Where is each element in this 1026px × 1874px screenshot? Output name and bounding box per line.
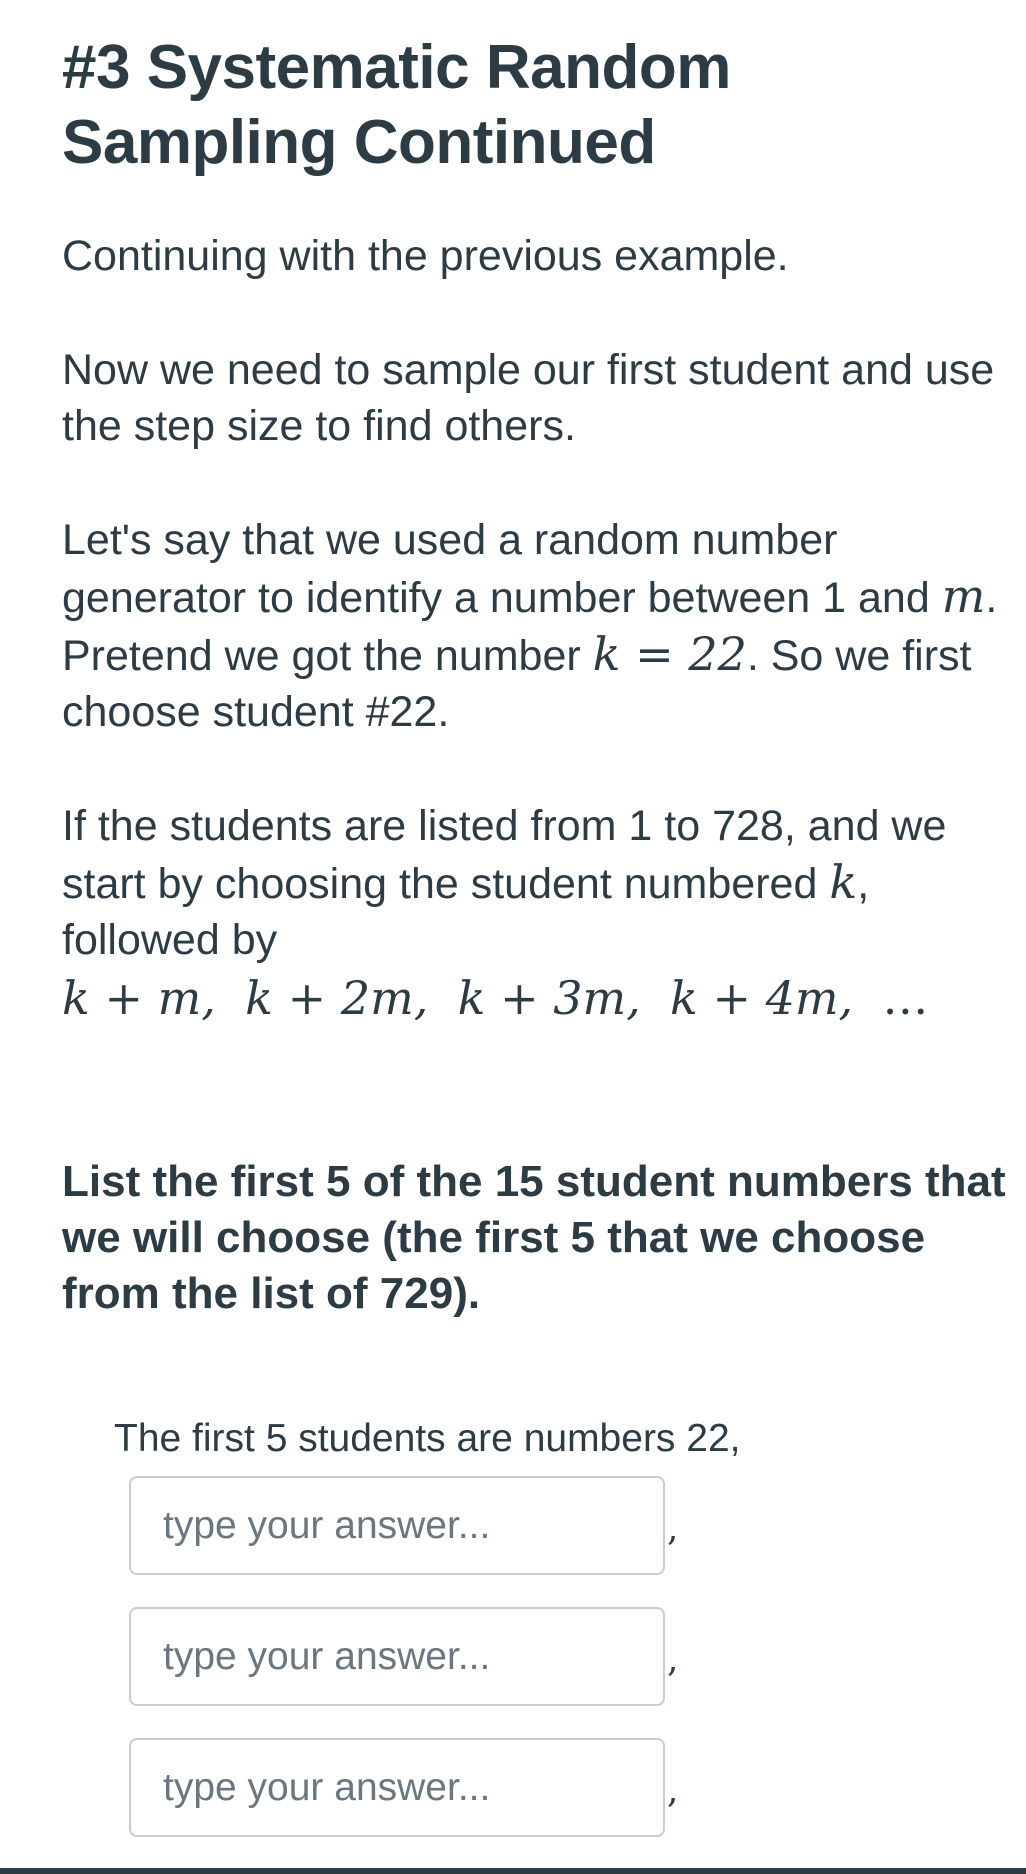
intro-paragraph: Continuing with the previous example. <box>62 232 789 280</box>
math-k-list: k <box>829 855 858 909</box>
random-text-b: . Pretend we got the number <box>62 574 998 680</box>
answer-input-1[interactable] <box>129 1476 665 1575</box>
answer-row <box>129 1607 1012 1706</box>
answer-intro: The first 5 students are numbers 22, <box>114 1417 741 1460</box>
page-title: #3 Systematic Random Sampling Continued <box>62 33 731 177</box>
list-text-a: If the students are listed from 1 to 728, and we start by choosing the student numbered <box>62 802 947 908</box>
answer-row <box>129 1738 1012 1837</box>
answer-input-2[interactable] <box>129 1607 665 1706</box>
answer-input-3[interactable] <box>129 1738 665 1837</box>
sequence-ellipsis: … <box>882 971 929 1025</box>
question-prompt: List the first 5 of the 15 student numbers that we will choose (the first 5 that we choose from the list of 729). <box>62 1157 1006 1318</box>
answer-separator: , <box>667 1770 679 1811</box>
bottom-bar <box>0 1868 1026 1874</box>
lesson-content <box>62 30 1012 1837</box>
answer-separator: , <box>667 1508 679 1549</box>
random-text-c: . So we first choose student #22. <box>62 632 972 736</box>
math-equals-22: = 22 <box>620 627 747 681</box>
sequence-term-1: k + m, <box>62 971 216 1025</box>
random-number-paragraph <box>62 512 1012 740</box>
sequence-term-2: k + 2m, <box>245 971 429 1025</box>
random-text-a: Let's say that we used a random number generator to identify a number between 1 and <box>62 516 942 622</box>
list-paragraph <box>62 798 1012 968</box>
math-m: m <box>941 569 986 623</box>
sequence-formula <box>62 970 1012 1026</box>
sequence-term-3: k + 3m, <box>457 971 641 1025</box>
math-k: k <box>592 627 621 681</box>
list-text-b: , followed by <box>62 860 870 964</box>
step-paragraph: Now we need to sample our first student and use the step size to find others. <box>62 346 995 450</box>
answer-row <box>129 1476 1012 1575</box>
answer-separator: , <box>667 1639 679 1680</box>
sequence-term-4: k + 4m, <box>670 971 854 1025</box>
